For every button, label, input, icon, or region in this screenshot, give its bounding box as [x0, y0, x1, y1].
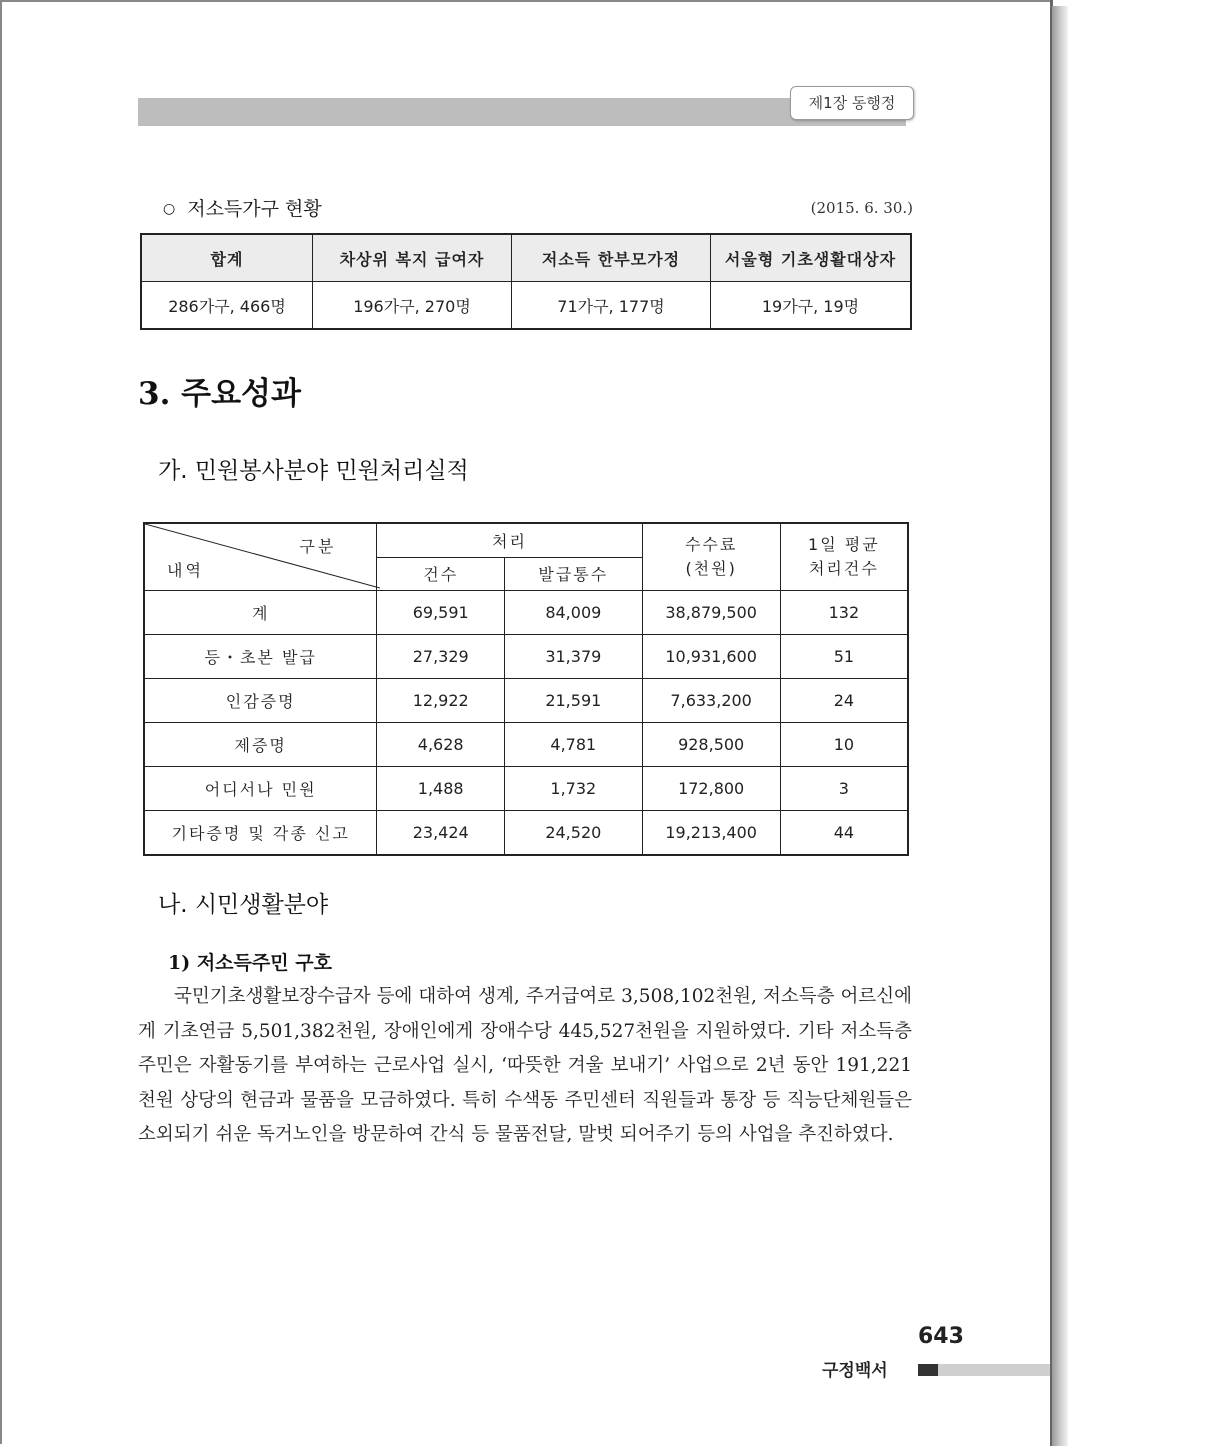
subsection-a-title: 가. 민원봉사분야 민원처리실적	[158, 458, 469, 484]
cell-total: 286가구, 466명	[141, 282, 313, 330]
cell-daily: 51	[780, 635, 908, 679]
table-row	[144, 767, 908, 811]
page-number: 643	[918, 1324, 964, 1349]
low-income-date: (2015. 6. 30.)	[810, 199, 913, 217]
col-header-daily	[780, 523, 908, 591]
footer-book-title: 구정백서	[822, 1361, 888, 1381]
col-header-fee-line1: 수수료	[684, 535, 738, 554]
col-header-single-parent: 저소득 한부모가정	[512, 234, 711, 282]
cell-single-parent: 71가구, 177명	[512, 282, 711, 330]
row-label: 어디서나 민원	[144, 767, 377, 811]
col-header-copies: 발급통수	[505, 557, 643, 591]
cell-count: 23,424	[377, 811, 505, 856]
cell-copies: 21,591	[505, 679, 643, 723]
table-row	[144, 679, 908, 723]
subsection-b-title: 나. 시민생활분야	[158, 892, 329, 918]
row-label: 인감증명	[144, 679, 377, 723]
cell-fee: 928,500	[642, 723, 780, 767]
col-header-count: 건수	[377, 557, 505, 591]
col-header-near-poor: 차상위 복지 급여자	[313, 234, 512, 282]
cell-count: 12,922	[377, 679, 505, 723]
cell-fee: 172,800	[642, 767, 780, 811]
bullet-circle-icon: ○	[163, 201, 176, 217]
cell-copies: 24,520	[505, 811, 643, 856]
row-label: 계	[144, 591, 377, 635]
footer-bar	[918, 1364, 1050, 1376]
cell-daily: 24	[780, 679, 908, 723]
row-label: 제증명	[144, 723, 377, 767]
cell-fee: 38,879,500	[642, 591, 780, 635]
col-header-fee-line2: (천원)	[685, 559, 737, 578]
cell-near-poor: 196가구, 270명	[313, 282, 512, 330]
low-income-title-text: 저소득가구 현황	[187, 198, 322, 220]
cell-count: 4,628	[377, 723, 505, 767]
cell-daily: 132	[780, 591, 908, 635]
civil-service-table	[143, 522, 909, 856]
corner-bottom-label: 내역	[167, 561, 204, 580]
cell-count: 27,329	[377, 635, 505, 679]
cell-seoul-basic: 19가구, 19명	[711, 282, 912, 330]
table-row	[141, 282, 911, 330]
row-label: 기타증명 및 각종 신고	[144, 811, 377, 856]
table-row	[144, 635, 908, 679]
cell-copies: 31,379	[505, 635, 643, 679]
corner-cell	[144, 523, 377, 591]
table-header-row	[144, 523, 908, 557]
col-header-total: 합계	[141, 234, 313, 282]
table-row	[144, 811, 908, 856]
col-header-seoul-basic: 서울형 기초생활대상자	[711, 234, 912, 282]
cell-count: 1,488	[377, 767, 505, 811]
table-header-row	[141, 234, 911, 282]
chapter-tag: 제1장 동행정	[790, 86, 914, 120]
cell-copies: 84,009	[505, 591, 643, 635]
low-income-title	[163, 194, 322, 221]
item-1-title: 1) 저소득주민 구호	[168, 952, 332, 974]
page-shadow	[1052, 6, 1068, 1446]
col-header-fee	[642, 523, 780, 591]
cell-fee: 7,633,200	[642, 679, 780, 723]
row-label: 등・초본 발급	[144, 635, 377, 679]
cell-fee: 19,213,400	[642, 811, 780, 856]
cell-copies: 4,781	[505, 723, 643, 767]
col-header-daily-line2: 처리건수	[808, 559, 879, 578]
cell-fee: 10,931,600	[642, 635, 780, 679]
item-1-body: 국민기초생활보장수급자 등에 대하여 생계, 주거급여로 3,508,102천원, 저소득층 어르신에게 기초연금 5,501,382천원, 장애인에게 장애수당 445,527천원을 지원하였다. 기타 저소득층 주민은 자활동기를 부여하는 근로사업 실시, ‘따뜻한 겨울 보내기’ 사업으로 2년 동안 191,221천원 상당의 현금과 물품을 모금하였다. 특히 수색동 주민센터 직원들과 통장 등 직능단체원들은 소외되기 쉬운 독거노인을 방문하여 간식 등 물품전달, 말벗 되어주기 등의 사업을 추진하였다.	[138, 986, 912, 1145]
cell-daily: 44	[780, 811, 908, 856]
low-income-table	[140, 233, 912, 330]
footer-bar-accent	[918, 1364, 938, 1376]
corner-top-label: 구분	[299, 537, 337, 556]
cell-daily: 10	[780, 723, 908, 767]
cell-count: 69,591	[377, 591, 505, 635]
col-header-daily-line1: 1일 평균	[808, 535, 880, 554]
section-title: 3. 주요성과	[138, 376, 301, 412]
table-row	[144, 591, 908, 635]
cell-copies: 1,732	[505, 767, 643, 811]
cell-daily: 3	[780, 767, 908, 811]
group-header-processing: 처리	[377, 523, 642, 557]
table-row	[144, 723, 908, 767]
